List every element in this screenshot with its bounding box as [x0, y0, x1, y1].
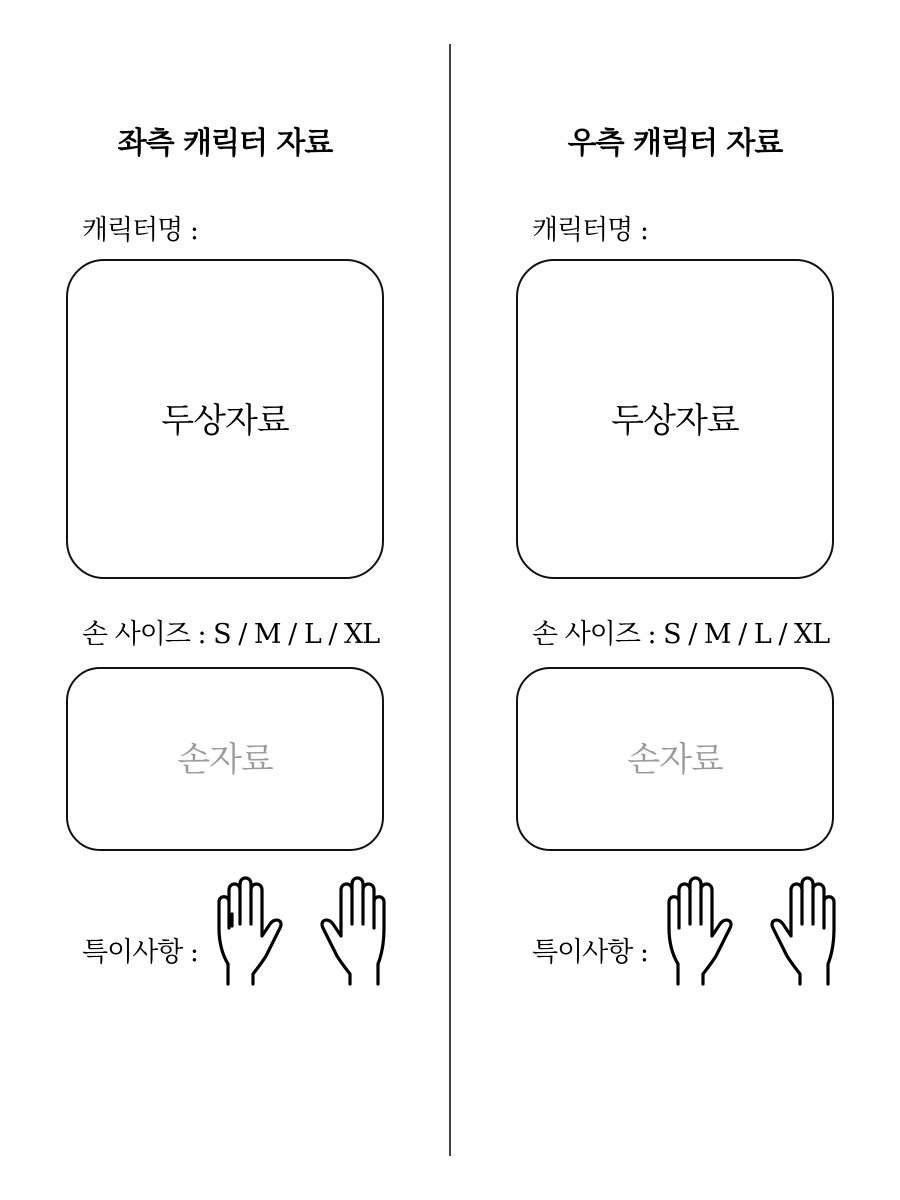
notes-label: 특이사항 :	[532, 937, 649, 968]
hand-reference-box[interactable]	[66, 667, 384, 851]
hands-outline-icon	[660, 876, 840, 992]
head-reference-box[interactable]	[66, 259, 384, 579]
hand-reference-text: 손자료	[177, 739, 273, 780]
right-hand-icon	[772, 878, 834, 984]
notes-label: 특이사항 :	[82, 937, 199, 968]
right-character-panel	[450, 0, 900, 1200]
hand-size-label: 손 사이즈 : S / M / L / XL	[82, 619, 380, 650]
hand-size-label: 손 사이즈 : S / M / L / XL	[532, 619, 830, 650]
panel-title: 우측 캐릭터 자료	[567, 126, 783, 161]
hands-outline-icon	[210, 876, 390, 992]
panel-title: 좌측 캐릭터 자료	[117, 126, 333, 161]
left-hand-icon	[669, 878, 731, 984]
hand-reference-box[interactable]	[516, 667, 834, 851]
character-name-label: 캐릭터명 :	[82, 215, 199, 246]
left-hand-icon	[219, 878, 281, 984]
head-reference-text: 두상자료	[161, 400, 289, 441]
hand-reference-text: 손자료	[627, 739, 723, 780]
right-hand-icon	[322, 878, 384, 984]
head-reference-box[interactable]	[516, 259, 834, 579]
head-reference-text: 두상자료	[611, 400, 739, 441]
character-name-label: 캐릭터명 :	[532, 215, 649, 246]
